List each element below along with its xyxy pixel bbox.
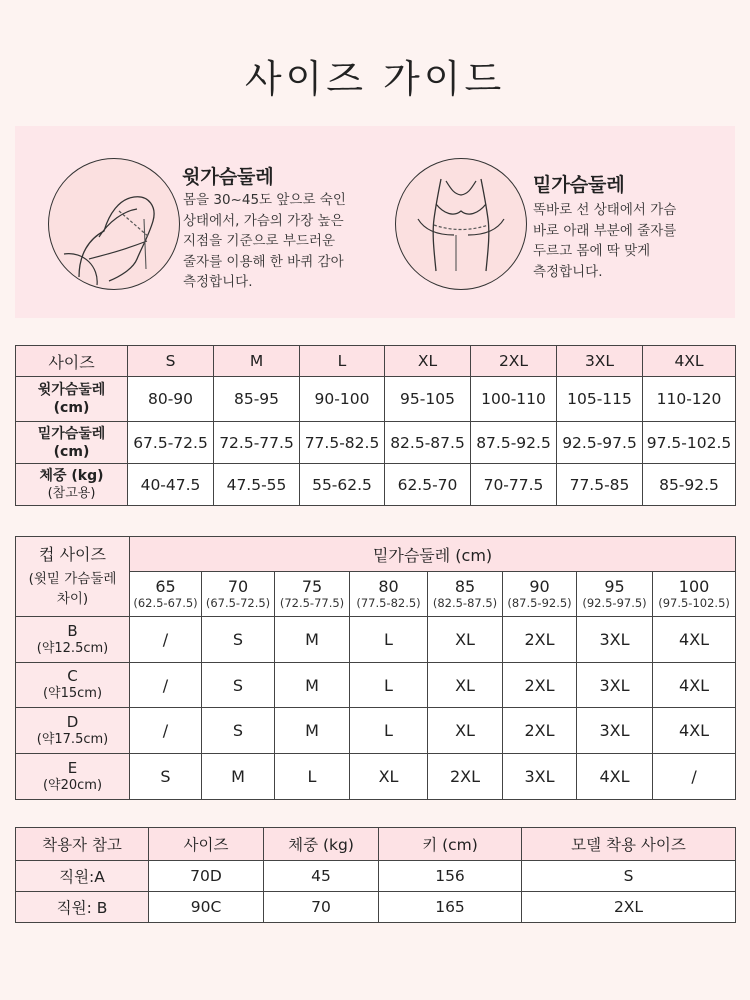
row-label-sub: (cm) (53, 443, 90, 460)
band-range: (72.5-77.5) (279, 596, 345, 610)
table-cell: 165 (379, 892, 522, 923)
band-range: (67.5-72.5) (205, 596, 271, 610)
cup-row-label (16, 708, 130, 754)
table-cell: 4XL (577, 754, 653, 800)
table-row (16, 422, 736, 464)
table-cell: XL (428, 708, 503, 754)
band-size-cell (350, 572, 428, 617)
band-size-cell (130, 572, 202, 617)
table-cell: 77.5-85 (557, 464, 643, 506)
table-cell: 77.5-82.5 (300, 422, 385, 464)
table-row (16, 663, 736, 708)
model-reference-table (15, 827, 736, 923)
table-cell: 45 (264, 861, 379, 892)
table-cell: M (275, 663, 350, 708)
size-table-header-cell: L (300, 346, 385, 377)
band-size-cell (653, 572, 736, 617)
band-size-cell (428, 572, 503, 617)
upper-bust-measure-illustration (48, 158, 180, 290)
table-cell: M (275, 617, 350, 663)
row-label-text: 윗가슴둘레 (37, 382, 106, 398)
model-name-cell: 직원: B (16, 892, 149, 923)
table-cell: / (653, 754, 736, 800)
cup-letter: E (67, 758, 78, 777)
model-table-header-cell: 사이즈 (149, 828, 264, 861)
table-row (16, 892, 736, 923)
cup-size-sub: 차이) (56, 590, 89, 607)
row-label-text: 체중 (kg) (39, 467, 104, 484)
table-cell: 3XL (577, 617, 653, 663)
table-cell: 85-92.5 (643, 464, 736, 506)
table-cell: XL (428, 663, 503, 708)
cup-size-sub: (윗밑 가슴둘레 (28, 570, 117, 587)
band-size-cell (275, 572, 350, 617)
table-cell: 105-115 (557, 377, 643, 422)
upper-bust-description (183, 190, 346, 293)
table-cell: 40-47.5 (128, 464, 214, 506)
size-table-header-cell: 2XL (471, 346, 557, 377)
size-table-header-row (16, 346, 736, 377)
under-bust-line: 똑바로 선 상태에서 가슴 (533, 202, 677, 218)
size-table (15, 345, 736, 506)
band-size-cell (202, 572, 275, 617)
under-bust-title: 밑가슴둘레 (533, 174, 625, 196)
table-cell: S (202, 708, 275, 754)
under-bust-line: 두르고 몸에 딱 맞게 (533, 243, 651, 259)
under-bust-measure-illustration (395, 158, 527, 290)
model-name-cell: 직원:A (16, 861, 149, 892)
under-bust-description (533, 200, 676, 282)
row-label-sub: (cm) (53, 400, 90, 416)
table-cell: 55-62.5 (300, 464, 385, 506)
under-bust-line: 측정합니다. (533, 263, 603, 280)
cup-row-label (16, 754, 130, 800)
size-table-header-cell: S (128, 346, 214, 377)
table-cell: L (350, 663, 428, 708)
size-table-header-cell: 4XL (643, 346, 736, 377)
table-cell: 90C (149, 892, 264, 923)
table-cell: / (130, 663, 202, 708)
cup-letter: D (66, 712, 79, 731)
row-label-sub: (참고용) (47, 485, 96, 501)
size-table-header-cell: 3XL (557, 346, 643, 377)
page-title: 사이즈 가이드 (244, 57, 506, 101)
table-cell: M (202, 754, 275, 800)
row-label (16, 422, 128, 464)
row-label (16, 377, 128, 422)
table-cell: 70 (264, 892, 379, 923)
table-row (16, 708, 736, 754)
table-cell: 87.5-92.5 (471, 422, 557, 464)
table-cell: 92.5-97.5 (557, 422, 643, 464)
cup-size-table (15, 536, 736, 800)
upper-bust-line: 몸을 30~45도 앞으로 숙인 (183, 192, 346, 208)
table-cell: 2XL (428, 754, 503, 800)
band-size: 85 (454, 577, 476, 596)
cup-size-title: 컵 사이즈 (39, 544, 106, 564)
band-size: 90 (529, 577, 550, 596)
upper-bust-line: 지점을 기준으로 부드러운 (183, 233, 336, 249)
table-cell: 2XL (503, 708, 577, 754)
band-size: 75 (301, 577, 323, 596)
cup-diff: (약15cm) (42, 686, 103, 701)
cup-diff: (약12.5cm) (36, 640, 109, 656)
cup-table-group-header: 밑가슴둘레 (cm) (130, 537, 736, 572)
model-table-header-cell: 키 (cm) (379, 828, 522, 861)
cup-letter: B (67, 621, 78, 640)
table-row (16, 377, 736, 422)
table-cell: 72.5-77.5 (214, 422, 300, 464)
band-range: (82.5-87.5) (432, 596, 498, 610)
row-label (16, 464, 128, 506)
table-cell: 70D (149, 861, 264, 892)
under-bust-line: 바로 아래 부분에 줄자를 (533, 222, 677, 239)
size-table-header-cell: XL (385, 346, 471, 377)
band-size: 95 (604, 577, 625, 596)
table-cell: 2XL (503, 663, 577, 708)
table-cell: 90-100 (300, 377, 385, 422)
band-range: (97.5-102.5) (658, 596, 730, 610)
cup-row-label (16, 617, 130, 663)
band-size: 65 (155, 577, 176, 596)
table-cell: 85-95 (214, 377, 300, 422)
model-table-header-cell: 체중 (kg) (264, 828, 379, 861)
measurement-guide-panel (15, 126, 735, 318)
band-range: (92.5-97.5) (582, 596, 647, 610)
table-row (16, 464, 736, 506)
table-cell: 80-90 (128, 377, 214, 422)
table-cell: XL (428, 617, 503, 663)
model-table-header-cell: 착용자 참고 (16, 828, 149, 861)
cup-table-corner (16, 537, 130, 617)
band-size: 70 (227, 577, 249, 596)
cup-table-header-row (16, 537, 736, 572)
size-table-header-cell: 사이즈 (16, 346, 128, 377)
band-size: 100 (678, 577, 710, 596)
table-cell: S (202, 663, 275, 708)
band-range: (87.5-92.5) (507, 596, 572, 610)
table-cell: 82.5-87.5 (385, 422, 471, 464)
table-cell: 100-110 (471, 377, 557, 422)
table-cell: 67.5-72.5 (128, 422, 214, 464)
table-cell: 156 (379, 861, 522, 892)
table-cell: L (350, 617, 428, 663)
row-label-text: 밑가슴둘레 (37, 425, 106, 442)
size-table-header-cell: M (214, 346, 300, 377)
cup-diff: (약17.5cm) (36, 731, 109, 747)
table-row (16, 861, 736, 892)
table-cell: / (130, 617, 202, 663)
table-cell: 70-77.5 (471, 464, 557, 506)
table-cell: S (130, 754, 202, 800)
table-cell: 47.5-55 (214, 464, 300, 506)
cup-letter: C (67, 667, 78, 685)
upper-bust-line: 측정합니다. (183, 274, 253, 290)
table-cell: 95-105 (385, 377, 471, 422)
table-cell: 62.5-70 (385, 464, 471, 506)
cup-row-label (16, 663, 130, 708)
table-cell: 3XL (503, 754, 577, 800)
table-cell: XL (350, 754, 428, 800)
band-range: (62.5-67.5) (133, 596, 198, 610)
table-cell: / (130, 708, 202, 754)
table-cell: 3XL (577, 708, 653, 754)
upper-bust-line: 상태에서, 가슴의 가장 높은 (183, 212, 344, 229)
band-range: (77.5-82.5) (356, 596, 421, 610)
table-cell: M (275, 708, 350, 754)
model-table-header-row (16, 828, 736, 861)
table-cell: 4XL (653, 663, 736, 708)
table-cell: S (202, 617, 275, 663)
band-size-cell (503, 572, 577, 617)
cup-diff: (약20cm) (42, 777, 103, 793)
table-cell: S (522, 861, 736, 892)
table-cell: 4XL (653, 617, 736, 663)
table-cell: L (275, 754, 350, 800)
table-cell: 110-120 (643, 377, 736, 422)
table-row (16, 617, 736, 663)
model-table-header-cell: 모델 착용 사이즈 (522, 828, 736, 861)
band-size-cell (577, 572, 653, 617)
table-row (16, 754, 736, 800)
table-cell: 2XL (522, 892, 736, 923)
table-cell: L (350, 708, 428, 754)
table-cell: 2XL (503, 617, 577, 663)
table-cell: 97.5-102.5 (643, 422, 736, 464)
table-cell: 4XL (653, 708, 736, 754)
table-cell: 3XL (577, 663, 653, 708)
band-size: 80 (378, 577, 399, 596)
upper-bust-title: 윗가슴둘레 (182, 166, 274, 188)
upper-bust-line: 줄자를 이용해 한 바퀴 감아 (183, 253, 344, 270)
